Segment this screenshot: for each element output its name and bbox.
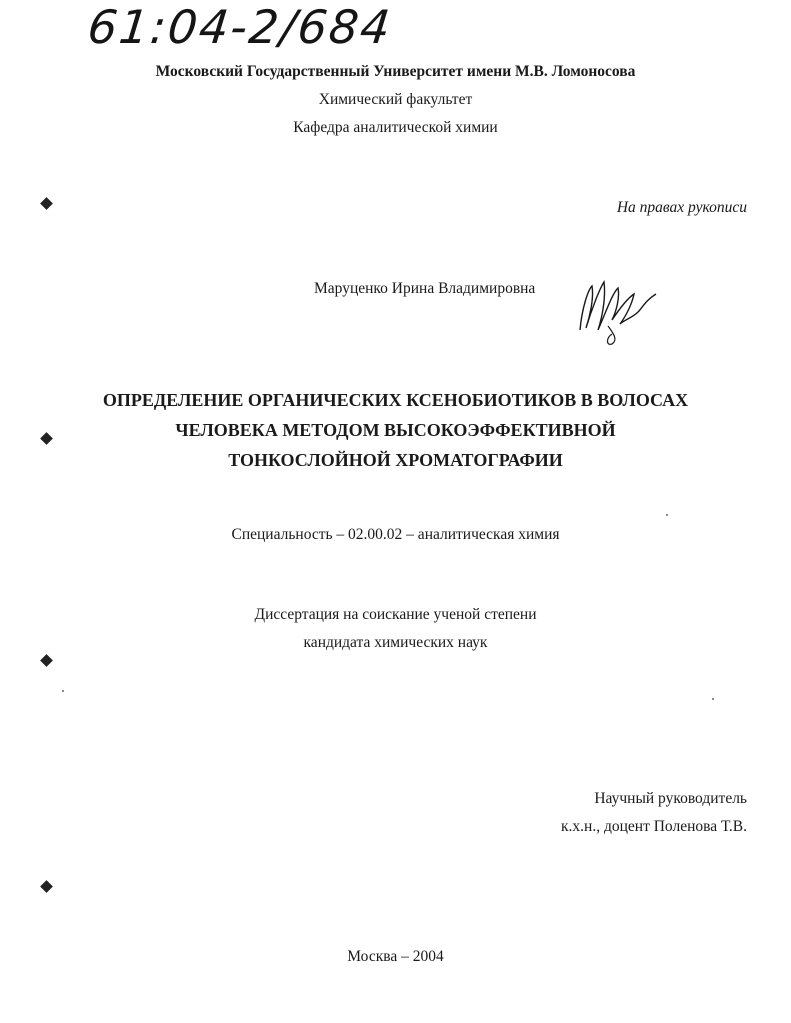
archive-code-handwritten: 61:04-2/684 [85,0,395,54]
title-line-3: ТОНКОСЛОЙНОЙ ХРОМАТОГРАФИИ [228,450,563,470]
scan-speck [666,514,668,516]
degree-line-1: Диссертация на соискание ученой степени [254,606,537,623]
binding-mark-1 [40,197,53,210]
title-line-2: ЧЕЛОВЕКА МЕТОДОМ ВЫСОКОЭФФЕКТИВНОЙ [175,420,616,440]
rights-note: На правах рукописи [616,199,747,216]
scan-speck [62,690,64,692]
binding-mark-3 [40,654,53,667]
degree-line-2: кандидата химических наук [303,634,488,651]
department-name: Кафедра аналитической химии [293,119,498,136]
faculty-name: Химический факультет [318,91,473,108]
author-name: Маруценко Ирина Владимировна [314,280,536,297]
university-name: Московский Государственный Университет имени М.В. Ломоносова [155,63,636,80]
advisor-name: к.х.н., доцент Поленова Т.В. [561,818,747,835]
binding-mark-4 [40,880,53,893]
scan-speck [712,698,714,700]
title-line-1: ОПРЕДЕЛЕНИЕ ОРГАНИЧЕСКИХ КСЕНОБИОТИКОВ В ВОЛОСАХ [102,390,689,410]
advisor-label: Научный руководитель [594,790,747,807]
dissertation-title [0,385,791,475]
specialty: Специальность – 02.00.02 – аналитическая химия [231,526,560,543]
signature [572,268,662,348]
city-year: Москва – 2004 [347,948,444,965]
